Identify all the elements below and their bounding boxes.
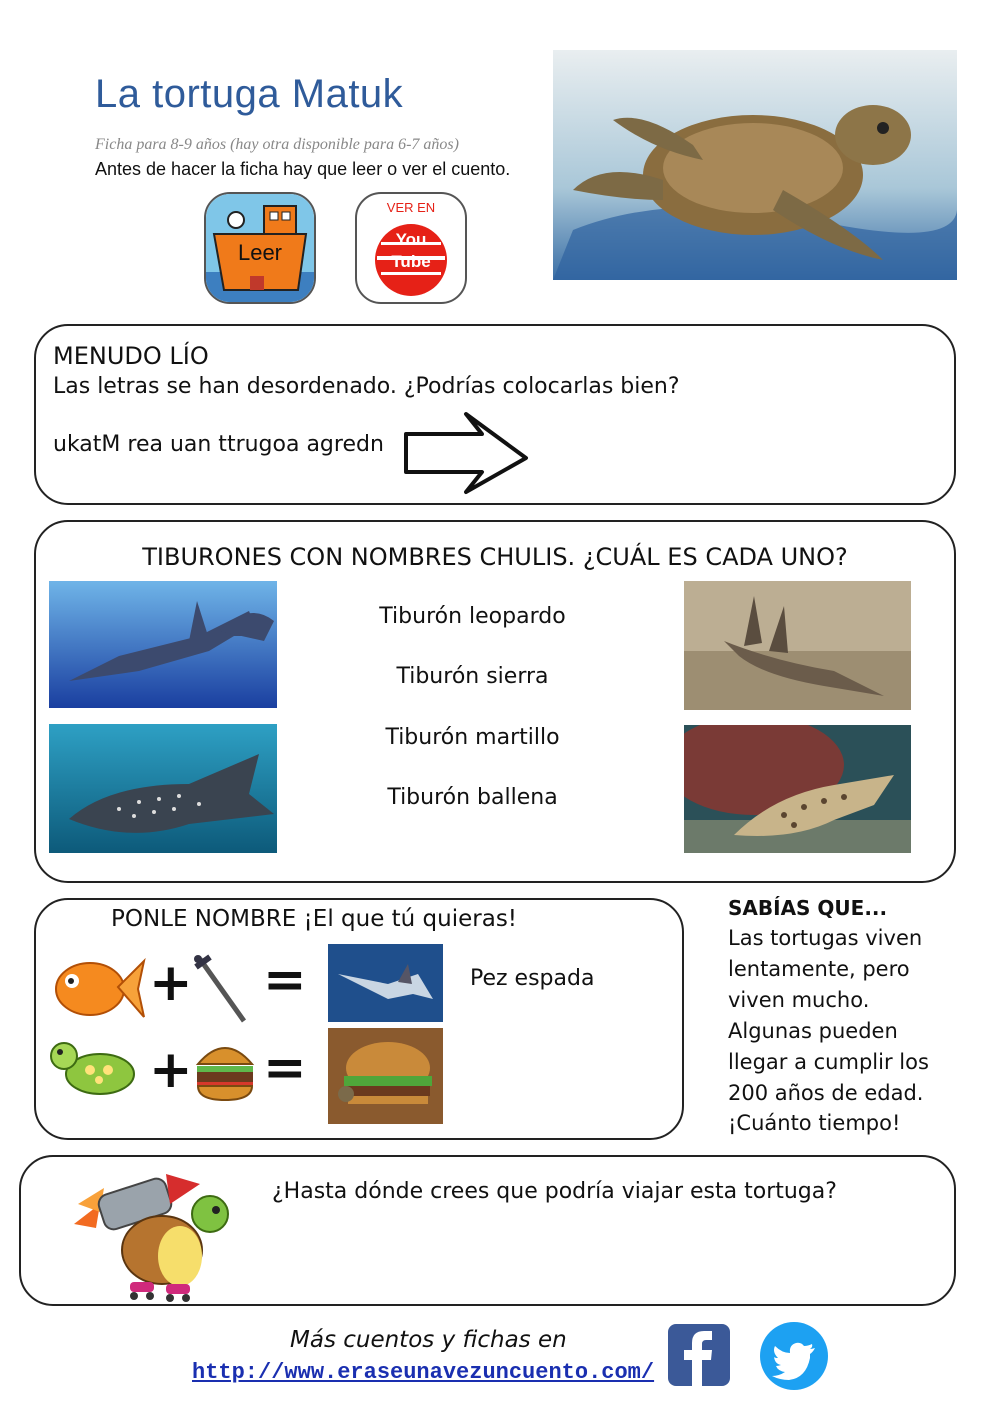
read-story-button[interactable] (204, 192, 316, 304)
hammerhead-shark-photo[interactable] (49, 581, 277, 708)
intro-text: Antes de hacer la ficha hay que leer o ver el cuento. (95, 159, 511, 179)
subtitle: Ficha para 8-9 años (hay otra disponible para 6-7 años) (95, 136, 459, 153)
twitter-bird-icon (760, 1322, 828, 1390)
shark-name-1[interactable]: Tiburón leopardo (379, 604, 566, 629)
fact-line-7: ¡Cuánto tiempo! (728, 1111, 901, 1135)
rocket-turtle-icon (70, 1164, 238, 1302)
shark-name-4[interactable]: Tiburón ballena (387, 785, 558, 810)
example-answer: Pez espada (470, 966, 595, 991)
arrow-right-icon (402, 410, 532, 495)
travel-question: ¿Hasta dónde crees que podría viajar esta tortuga? (272, 1179, 837, 1204)
fact-line-4: Algunas pueden (728, 1019, 898, 1043)
shark-name-3[interactable]: Tiburón martillo (385, 725, 560, 750)
youtube-button[interactable] (355, 192, 467, 304)
burger-turtle-photo (328, 1028, 443, 1124)
website-link[interactable]: http://www.eraseunavezuncuento.com/ (192, 1360, 655, 1385)
section1-heading: MENUDO LÍO (53, 342, 209, 370)
turtle-icon (50, 1034, 142, 1100)
page-title: La tortuga Matuk (95, 72, 404, 116)
youtube-word-2: Tube (391, 252, 431, 271)
scrambled-sentence: ukatM rea uan ttrugoa agredn (53, 432, 384, 457)
swordfish-photo (328, 944, 443, 1022)
goldfish-icon (48, 953, 146, 1021)
section3-heading: PONLE NOMBRE ¡El que tú quieras! (110, 906, 518, 932)
fact-line-1: Las tortugas viven (728, 926, 923, 950)
leopard-shark-photo[interactable] (684, 725, 911, 853)
section1-instruction: Las letras se han desordenado. ¿Podrías colocarlas bien? (53, 374, 680, 399)
facebook-icon (668, 1324, 730, 1386)
fact-heading: SABÍAS QUE... (728, 896, 888, 920)
read-button-label: Leer (237, 240, 283, 265)
burger-icon (194, 1038, 256, 1102)
sword-icon (192, 953, 250, 1025)
whale-shark-photo[interactable] (49, 724, 277, 853)
plus-icon-2: + (149, 1040, 193, 1100)
fact-line-5: llegar a cumplir los (728, 1050, 929, 1074)
youtube-top-label: VER EN (386, 200, 436, 215)
twitter-button[interactable] (760, 1322, 828, 1390)
section2-heading: TIBURONES CON NOMBRES CHULIS. ¿CUÁL ES CADA UNO? (142, 543, 848, 571)
footer-more-text: Más cuentos y fichas en (290, 1327, 567, 1353)
fact-line-6: 200 años de edad. (728, 1081, 924, 1105)
youtube-word-1: You (395, 230, 427, 249)
equals-icon: = (263, 950, 307, 1010)
sea-turtle-image (553, 50, 957, 280)
sawshark-photo[interactable] (684, 581, 911, 710)
plus-icon: + (149, 953, 193, 1013)
equals-icon-2: = (263, 1038, 307, 1098)
shark-name-2[interactable]: Tiburón sierra (396, 664, 549, 689)
fact-line-3: viven mucho. (728, 988, 870, 1012)
facebook-button[interactable] (668, 1324, 730, 1386)
fact-line-2: lentamente, pero (728, 957, 910, 981)
